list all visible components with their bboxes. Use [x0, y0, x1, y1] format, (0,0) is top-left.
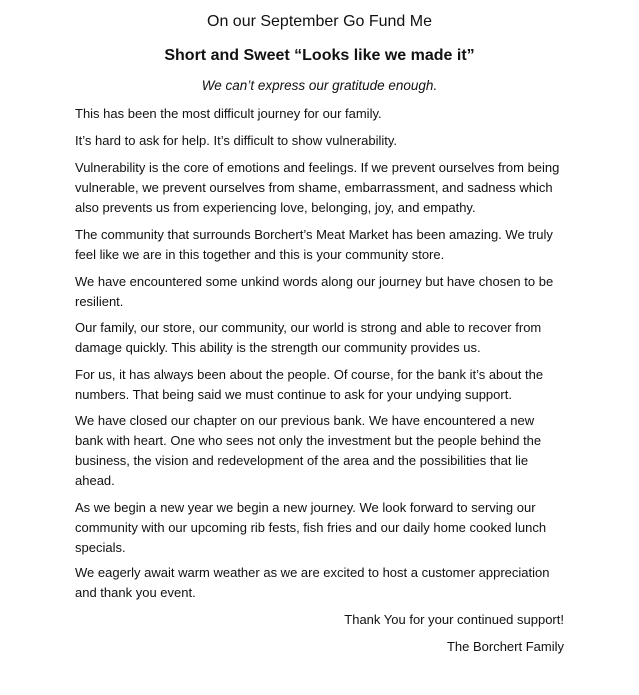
- paragraph-line: Vulnerability is the core of emotions and feelings. If we prevent ourselves from being: [75, 160, 560, 175]
- paragraph-line: bank with heart. One who sees not only the investment but the people behind the: [75, 433, 542, 448]
- paragraph: [75, 563, 575, 603]
- paragraph-line: The community that surrounds Borchert’s Meat Market has been amazing. We truly: [75, 227, 553, 242]
- paragraph-line: ahead.: [75, 473, 115, 488]
- paragraph: [75, 318, 575, 358]
- paragraph-line: Our family, our store, our community, our world is strong and able to recover from: [75, 320, 542, 335]
- paragraph-line: and thank you event.: [75, 585, 196, 600]
- paragraph: [75, 498, 575, 558]
- letter-subtitle: Short and Sweet “Looks like we made it”: [164, 47, 475, 64]
- paragraph-line: community with our upcoming rib fests, fish fries and our daily home cooked lunch: [75, 520, 547, 535]
- paragraph-line: also prevents us from experiencing love, belonging, joy, and empathy.: [75, 200, 476, 215]
- letter-title: On our September Go Fund Me: [207, 13, 432, 30]
- paragraph-line: It’s hard to ask for help. It’s difficult to show vulnerability.: [75, 133, 398, 148]
- paragraph-line: numbers. That being said we must continue to ask for your undying support.: [75, 387, 512, 402]
- paragraph-line: damage quickly. This ability is the strength our community provides us.: [75, 340, 481, 355]
- letter-tagline: We can’t express our gratitude enough.: [201, 78, 438, 93]
- paragraph-line: We eagerly await warm weather as we are excited to host a customer appreciation: [75, 565, 550, 580]
- paragraph: [75, 158, 575, 218]
- paragraph: [75, 104, 575, 124]
- paragraph-line: We have encountered some unkind words along our journey but have chosen to be: [75, 274, 554, 289]
- paragraph-line: resilient.: [75, 294, 124, 309]
- closing-thanks: Thank You for your continued support!: [344, 612, 564, 627]
- paragraph: [75, 131, 575, 151]
- paragraph-line: specials.: [75, 540, 126, 555]
- closing-signature: The Borchert Family: [446, 639, 564, 654]
- paragraph-line: For us, it has always been about the people. Of course, for the bank it’s about the: [75, 367, 544, 382]
- paragraph: [75, 225, 575, 265]
- paragraph: [75, 365, 575, 405]
- paragraph-line: This has been the most difficult journey for our family.: [75, 106, 382, 121]
- paragraph-line: As we begin a new year we begin a new journey. We look forward to serving our: [75, 500, 536, 515]
- paragraph-line: feel like we are in this together and this is your community store.: [75, 247, 445, 262]
- paragraph-line: We have closed our chapter on our previous bank. We have encountered a new: [75, 413, 535, 428]
- paragraph: [75, 272, 575, 312]
- paragraph: [75, 411, 575, 491]
- paragraph-line: business, the vision and redevelopment of the area and the possibilities that lie: [75, 453, 529, 468]
- paragraph-line: vulnerable, we prevent ourselves from shame, embarrassment, and sadness which: [75, 180, 553, 195]
